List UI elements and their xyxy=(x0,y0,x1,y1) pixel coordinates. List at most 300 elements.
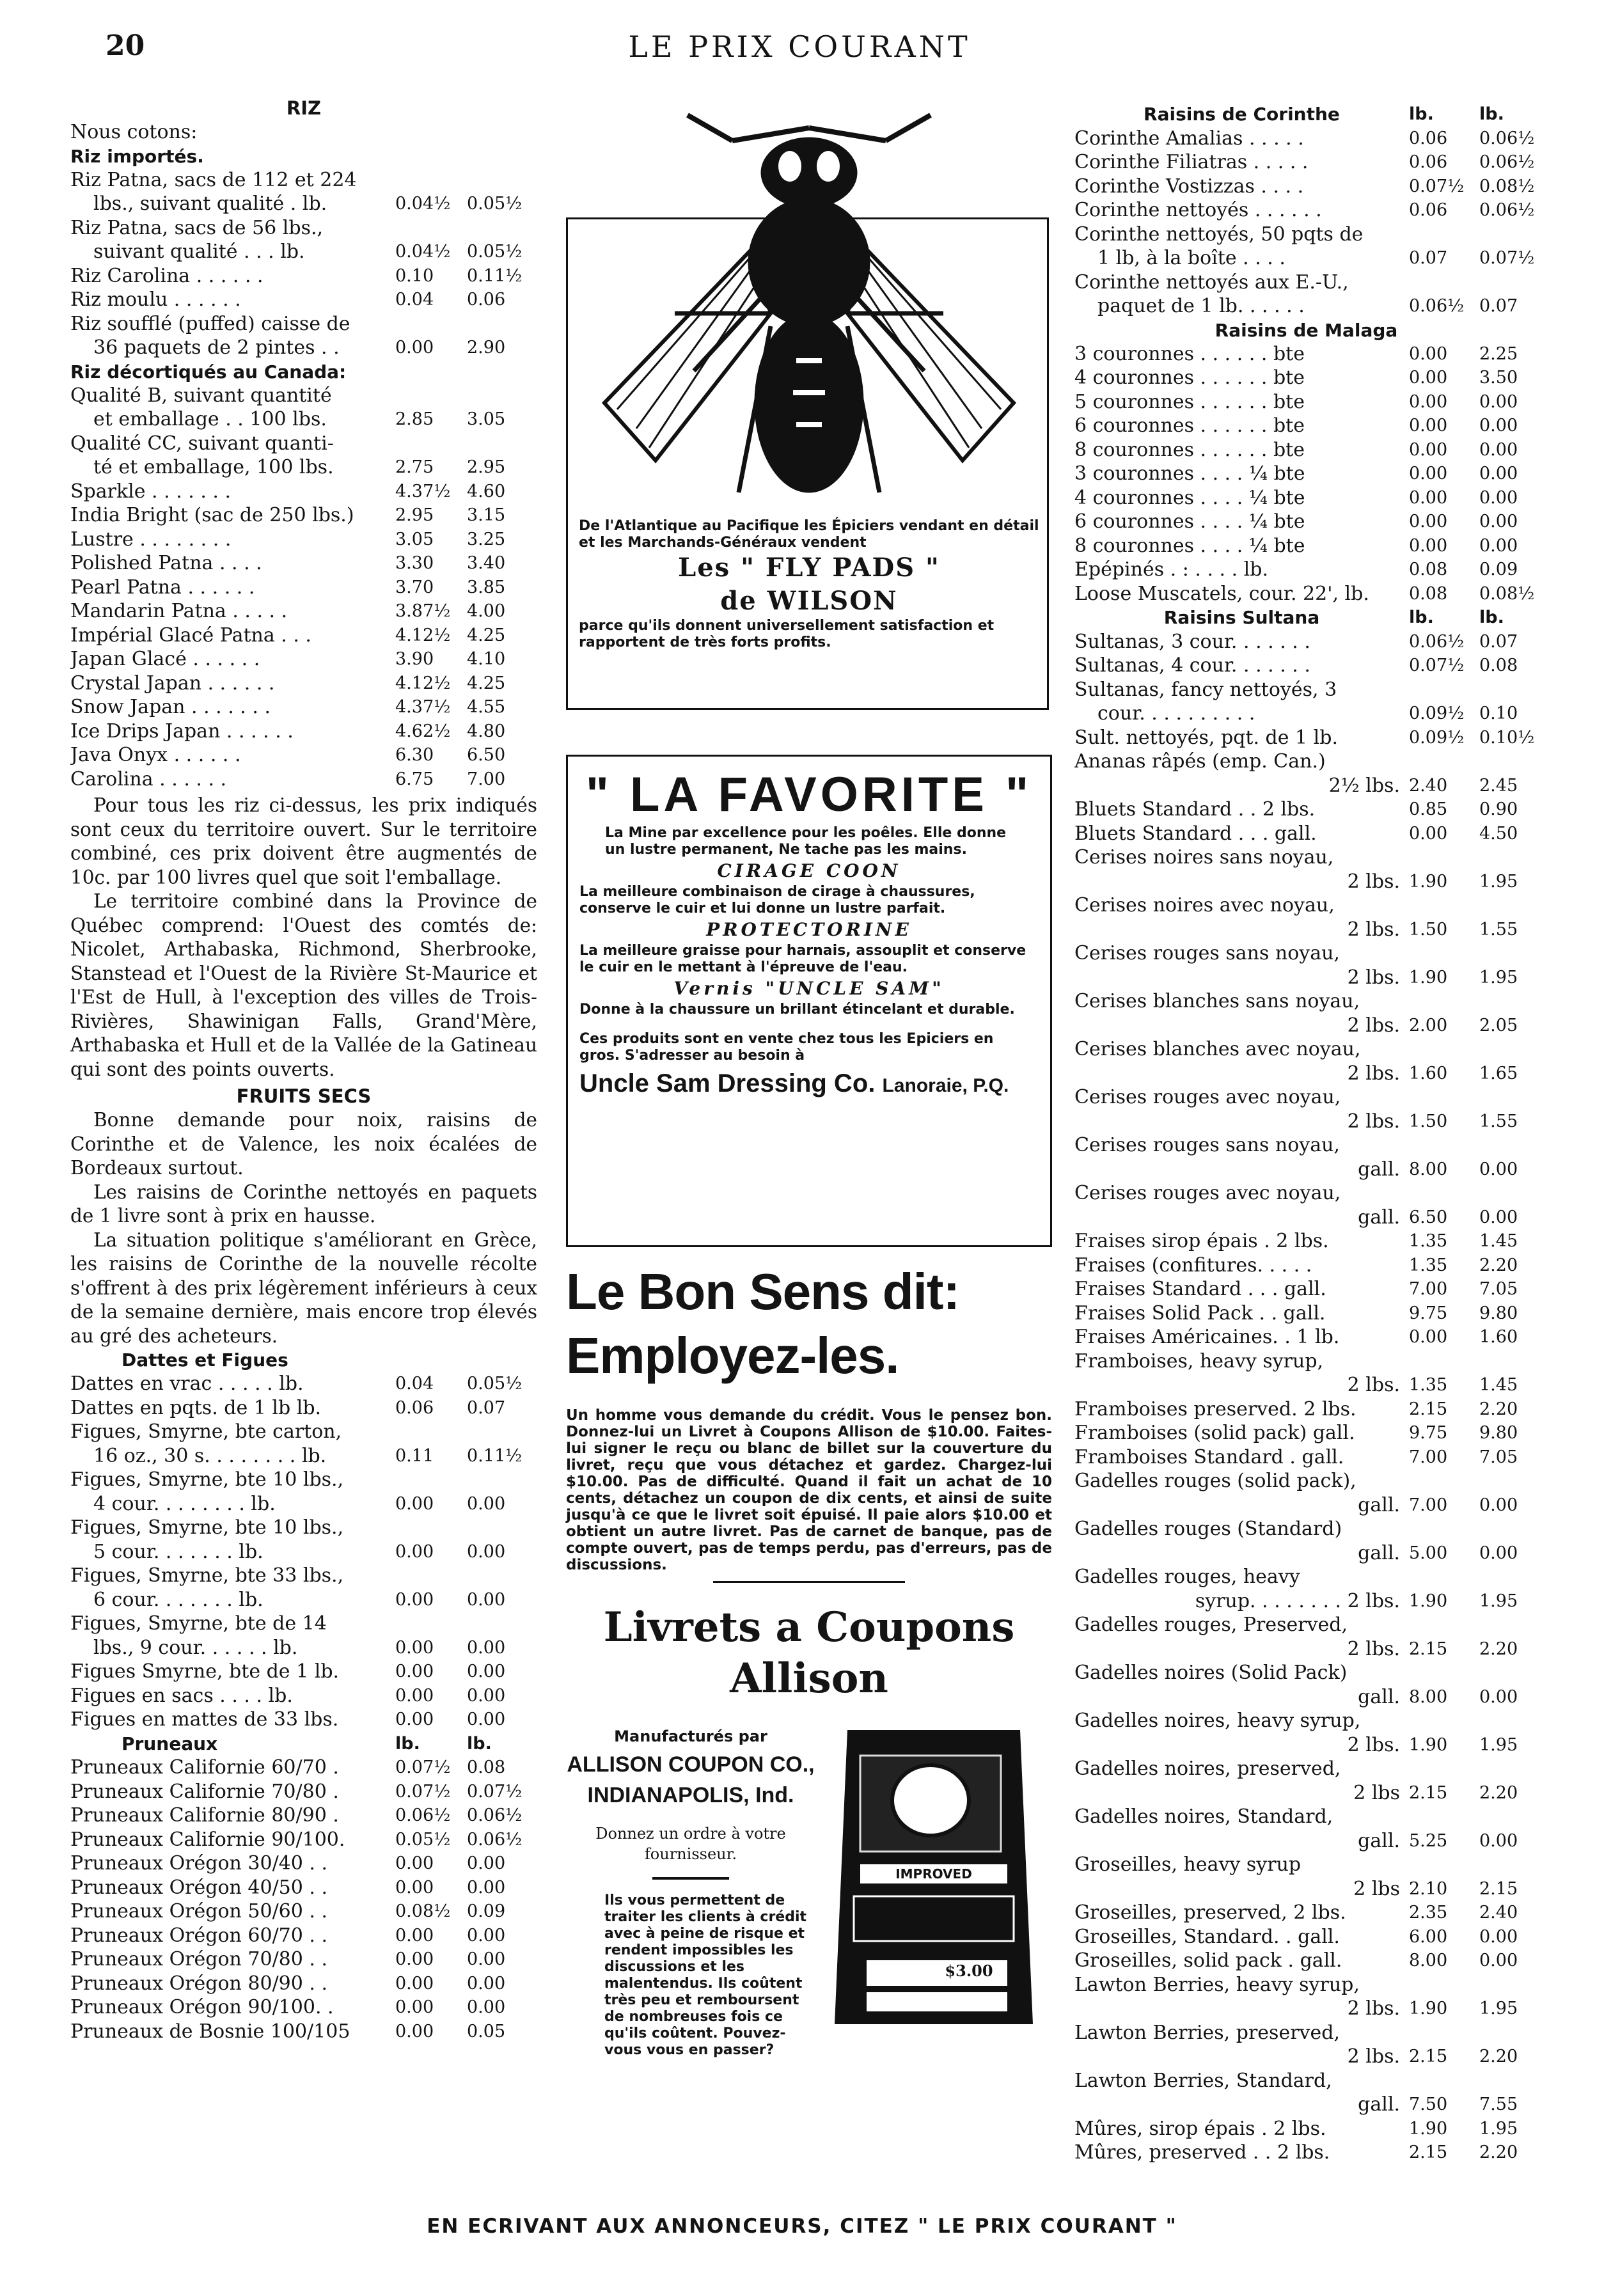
price-high: 7.05 xyxy=(1479,1447,1518,1467)
item-name: Groseilles, heavy syrup xyxy=(1074,1853,1301,1876)
item-name: Sult. nettoyés, pqt. de 1 lb. xyxy=(1074,726,1339,749)
item-name: Pruneaux Orégon 50/60 . . xyxy=(70,1900,327,1923)
price-low: 0.07½ xyxy=(1409,656,1465,675)
right-column xyxy=(1074,102,1538,2165)
price-low: 0.00 xyxy=(1409,368,1448,388)
price-high: 0.00 xyxy=(1479,439,1518,460)
item-name: Riz soufflé (puffed) caisse de xyxy=(70,312,350,335)
item-name: Gadelles noires, preserved, xyxy=(1074,1757,1341,1780)
paragraph: Pour tous les riz ci-dessus, les prix indiqués sont ceux du territoire ouvert. Sur le territoire combiné, ces prix doivent être augmentés de 10c. par 100 livres quel que soit l'emballage. xyxy=(70,794,537,888)
price-high: 9.80 xyxy=(1479,1303,1518,1323)
price-low: 0.04 xyxy=(395,1374,434,1394)
item-name: Carolina . . . . . . xyxy=(70,767,227,790)
price-high: 2.95 xyxy=(467,457,506,477)
price-low: 1.90 xyxy=(1409,1734,1448,1755)
item-name: 3 couronnes . . . . . . bte xyxy=(1074,342,1305,365)
price-row xyxy=(1074,1781,1538,1805)
price-low: 0.00 xyxy=(395,1853,434,1873)
price-row-riz-carolina xyxy=(70,264,537,288)
price-row xyxy=(1074,1949,1538,1973)
price-row xyxy=(1074,726,1538,750)
price-high: 0.00 xyxy=(1479,1830,1518,1851)
item-name: Fraises Solid Pack . . gall. xyxy=(1074,1301,1326,1325)
price-high: 4.10 xyxy=(467,649,506,669)
price-entry-riz-patna-112 xyxy=(70,168,537,216)
item-name: Cerises rouges avec noyau, xyxy=(1074,1086,1341,1108)
price-row xyxy=(70,240,537,264)
vernis-desc: Donne à la chaussure un brillant étincelant et durable. xyxy=(579,1002,1015,1018)
item-name: Figues, Smyrne, bte 33 lbs., xyxy=(70,1564,344,1587)
item-name: té et emballage, 100 lbs. xyxy=(93,456,334,478)
item-name: Pruneaux Californie 80/90 . xyxy=(70,1804,339,1827)
item-name: Bluets Standard . . . gall. xyxy=(1074,822,1317,845)
price-low: 0.07 xyxy=(1409,248,1448,268)
price-entry-figues-10a xyxy=(70,1468,537,1516)
framboises-price-list xyxy=(1074,1397,1538,1470)
item-name: gall. xyxy=(1358,2093,1400,2116)
price-low: 4.12½ xyxy=(395,625,451,645)
price-low: 0.08 xyxy=(1409,560,1448,579)
price-high: 1.60 xyxy=(1479,1327,1518,1347)
item-name: Cerises blanches avec noyau, xyxy=(1074,1038,1361,1060)
price-low: 6.30 xyxy=(395,745,434,765)
price-high: 2.45 xyxy=(1479,775,1518,796)
price-high: 3.05 xyxy=(467,409,506,429)
item-name: Figues en sacs . . . . lb. xyxy=(70,1684,293,1707)
price-entry-riz-patna-56 xyxy=(70,216,537,264)
price-row xyxy=(70,599,537,624)
price-row xyxy=(1074,582,1538,606)
bon-sens-text: Un homme vous demande du crédit. Vous le pensez bon. Donnez-lui un Livret à Coupons Allison de $10.00. Faites-lui signer le reçu ou blanc de billet sur la couverture du livret, reçu que vous détachez et gardez. Chargez-lui $10.00. Pas de difficulté. Quand il fait un achat de 10 cents, détachez un coupon de dix cents, et ainsi de suite jusqu'à ce que le livret soit épuisé. Il paie alors $10.00 et obtient un autre livret. Pas de carnet de banque, pas de compte ouvert, pas de temps perdu, pas d'erreurs, pas de discussions. xyxy=(566,1407,1052,1573)
unit-header-2: lb. xyxy=(1479,104,1504,124)
price-row xyxy=(1074,822,1538,846)
section-title-riz: RIZ xyxy=(286,97,322,119)
dattes-price-list xyxy=(70,1372,537,1420)
price-row-riz-moulu xyxy=(70,288,537,312)
item-name: Sultanas, fancy nettoyés, 3 xyxy=(1074,678,1337,701)
allison-city: INDIANAPOLIS, Ind. xyxy=(587,1783,794,1807)
item-name: Mûres, sirop épais . 2 lbs. xyxy=(1074,2117,1326,2140)
price-entry-corinthe-50 xyxy=(1074,223,1538,271)
price-row xyxy=(70,647,537,672)
price-low: 0.00 xyxy=(1409,391,1448,412)
price-high: 0.08 xyxy=(467,1757,506,1777)
item-name: India Bright (sac de 250 lbs.) xyxy=(70,504,354,526)
price-row xyxy=(1074,1158,1538,1182)
item-name: lbs., suivant qualité . lb. xyxy=(93,193,327,215)
item-name: gall. xyxy=(1358,1158,1400,1181)
price-low: 0.10 xyxy=(395,265,434,286)
price-low: 2.15 xyxy=(1409,1782,1448,1803)
price-low: 9.75 xyxy=(1409,1303,1448,1323)
price-low: 7.00 xyxy=(1409,1447,1448,1467)
price-row xyxy=(70,407,537,432)
price-high: 0.07½ xyxy=(1479,248,1535,268)
price-low: 0.06 xyxy=(395,1397,434,1418)
price-row xyxy=(1074,1997,1538,2021)
cirage-coon-desc: La meilleure combinaison de cirage à chaussures, conserve le cuir et lui donne un lustre parfait. xyxy=(579,884,975,916)
price-low: 0.00 xyxy=(395,1949,434,1969)
coupon-booklet-illustration xyxy=(828,1717,1039,2037)
price-high: 2.20 xyxy=(1479,2047,1518,2066)
price-high: 0.00 xyxy=(1479,416,1518,436)
price-row-sultana-pqt xyxy=(1074,726,1538,750)
price-high: 0.00 xyxy=(467,1853,506,1873)
item-name: Framboises Standard . gall. xyxy=(1074,1445,1344,1468)
price-row xyxy=(70,1708,537,1732)
item-name: Corinthe Vostizzas . . . . xyxy=(1074,175,1304,198)
price-high: 4.25 xyxy=(467,673,506,693)
price-low: 4.37½ xyxy=(395,697,451,717)
price-low: 0.00 xyxy=(395,1637,434,1658)
manufactures-label: Manufacturés par xyxy=(614,1727,767,1745)
subsection-corinthe: Raisins de Corinthe xyxy=(1144,104,1340,125)
item-name: Crystal Japan . . . . . . xyxy=(70,672,275,695)
fly-illustration xyxy=(579,102,1039,518)
price-row xyxy=(70,1492,537,1516)
subsection-sultana: Raisins Sultana xyxy=(1163,607,1320,628)
price-low: 2.75 xyxy=(395,457,434,477)
price-row xyxy=(1074,966,1538,990)
item-name: Pruneaux Orégon 90/100. . xyxy=(70,1996,334,2018)
vente-desc: Ces produits sont en vente chez tous les Epiciers en gros. S'adresser au besoin à xyxy=(579,1031,994,1064)
item-name: Pruneaux Orégon 40/50 . . xyxy=(70,1876,327,1899)
price-high: 3.40 xyxy=(467,553,506,573)
item-name: Gadelles rouges (solid pack), xyxy=(1074,1470,1356,1492)
price-low: 0.00 xyxy=(1409,487,1448,508)
subsection-pruneaux: Pruneaux xyxy=(122,1733,218,1754)
item-name: Lustre . . . . . . . . xyxy=(70,528,232,551)
item-name: Dattes en vrac . . . . . lb. xyxy=(70,1372,304,1395)
fly-pads-advertisement xyxy=(566,102,1052,710)
item-name: Corinthe Filiatras . . . . . xyxy=(1074,151,1309,173)
price-high: 1.95 xyxy=(1479,871,1518,892)
price-high: 0.07½ xyxy=(467,1781,523,1802)
item-name: Figues, Smyrne, bte carton, xyxy=(70,1420,342,1443)
item-name: 3 couronnes . . . . ¼ bte xyxy=(1074,462,1305,485)
ordre-text: Donnez un ordre à votre fournisseur. xyxy=(595,1825,786,1863)
price-low: 6.75 xyxy=(395,769,434,789)
price-row xyxy=(70,695,537,719)
page-header xyxy=(106,29,1493,68)
price-row xyxy=(1074,1110,1538,1134)
item-name: 2 lbs. xyxy=(1347,1110,1400,1133)
price-row xyxy=(70,1995,537,2020)
item-name: 8 couronnes . . . . . . bte xyxy=(1074,438,1305,461)
price-high: 0.00 xyxy=(467,1637,506,1658)
price-row xyxy=(70,1924,537,1948)
price-high: 6.50 xyxy=(467,745,506,765)
item-name: Qualité CC, suivant quanti- xyxy=(70,432,334,455)
item-name: Cerises rouges sans noyau, xyxy=(1074,942,1340,964)
item-name: Pruneaux Orégon 70/80 . . xyxy=(70,1948,327,1970)
price-high: 0.00 xyxy=(467,1877,506,1898)
price-row xyxy=(1074,1493,1538,1518)
item-name: Pruneaux Californie 90/100. xyxy=(70,1828,345,1851)
price-high: 0.05½ xyxy=(467,1374,523,1394)
price-high: 0.10½ xyxy=(1479,727,1535,748)
corinthe-price-list xyxy=(1074,127,1538,223)
price-low: 0.07½ xyxy=(1409,176,1465,196)
price-low: 0.00 xyxy=(1409,464,1448,484)
price-high: 0.11½ xyxy=(467,265,523,286)
item-name: 2 lbs. xyxy=(1347,1637,1400,1660)
price-low: 0.06½ xyxy=(395,1805,451,1825)
price-high: 3.15 xyxy=(467,505,506,525)
price-row xyxy=(1074,2045,1538,2069)
item-name: Figues, Smyrne, bte 10 lbs., xyxy=(70,1516,344,1539)
fraises-price-list xyxy=(1074,1229,1538,1349)
price-high: 0.00 xyxy=(1479,1687,1518,1707)
price-row xyxy=(70,528,537,552)
price-row xyxy=(1074,150,1538,175)
price-high: 1.95 xyxy=(1479,1591,1518,1611)
price-low: 1.35 xyxy=(1409,1255,1448,1275)
item-name: 2 lbs. xyxy=(1347,1997,1400,2020)
item-name: 2 lbs. xyxy=(1347,1374,1400,1396)
fly-pads-text xyxy=(579,518,1039,651)
price-high: 0.06 xyxy=(467,290,506,310)
fly-pads-brand-2: de WILSON xyxy=(720,586,898,616)
price-high: 0.06½ xyxy=(467,1805,523,1825)
company-name: Uncle Sam Dressing Co. xyxy=(579,1069,876,1097)
price-high: 1.95 xyxy=(1479,1734,1518,1755)
price-row xyxy=(1074,198,1538,223)
vernis-uncle-sam-title: Vernis "UNCLE SAM" xyxy=(673,978,945,999)
price-high: 0.00 xyxy=(1479,1495,1518,1515)
item-name: Figues, Smyrne, bte 10 lbs., xyxy=(70,1468,344,1491)
price-row xyxy=(1074,1925,1538,1949)
price-low: 6.50 xyxy=(1409,1207,1448,1227)
price-high: 9.80 xyxy=(1479,1423,1518,1443)
price-low: 0.00 xyxy=(1409,535,1448,556)
item-name: 4 couronnes . . . . . . bte xyxy=(1074,366,1305,389)
price-low: 0.09½ xyxy=(1409,727,1465,748)
divider xyxy=(652,1877,729,1880)
price-high: 2.05 xyxy=(1479,1015,1518,1035)
figues-price-list xyxy=(70,1660,537,1732)
price-low: 0.00 xyxy=(395,1710,434,1729)
price-high: 0.00 xyxy=(467,1493,506,1514)
item-name: Groseilles, Standard. . gall. xyxy=(1074,1925,1340,1948)
price-low: 0.05½ xyxy=(395,1829,451,1850)
price-entry-corinthe-eu xyxy=(1074,271,1538,318)
protectorine-title: PROTECTORINE xyxy=(706,919,912,940)
item-name: Cerises noires sans noyau, xyxy=(1074,846,1334,869)
price-low: 3.30 xyxy=(395,553,434,573)
item-name: Pruneaux Orégon 60/70 . . xyxy=(70,1924,327,1947)
price-high: 7.55 xyxy=(1479,2095,1518,2114)
price-row xyxy=(1074,630,1538,654)
item-name: Pruneaux Orégon 30/40 . . xyxy=(70,1852,327,1875)
price-high: 0.08½ xyxy=(1479,583,1535,604)
price-row xyxy=(1074,918,1538,942)
price-high: 0.00 xyxy=(467,1973,506,1993)
price-high: 2.25 xyxy=(1479,343,1518,364)
item-name: Groseilles, solid pack . gall. xyxy=(1074,1949,1342,1972)
price-high: 4.25 xyxy=(467,625,506,645)
unit-header-2: lb. xyxy=(467,1733,492,1754)
item-name: 5 cour. . . . . . . lb. xyxy=(93,1540,263,1563)
item-name: Groseilles, preserved, 2 lbs. xyxy=(1074,1901,1346,1924)
item-name: Mûres, preserved . . 2 lbs. xyxy=(1074,2141,1330,2164)
price-low: 2.40 xyxy=(1409,775,1448,796)
price-high: 1.65 xyxy=(1479,1063,1518,1083)
price-entry-riz-souffle xyxy=(70,312,537,360)
price-low: 0.06½ xyxy=(1409,631,1465,652)
price-high: 0.00 xyxy=(467,1685,506,1706)
price-high: 0.06½ xyxy=(1479,152,1535,172)
price-high: 1.95 xyxy=(1479,2118,1518,2139)
price-high: 4.50 xyxy=(1479,823,1518,844)
item-name: Lawton Berries, preserved, xyxy=(1074,2021,1340,2044)
price-low: 0.00 xyxy=(1409,416,1448,436)
price-row xyxy=(1074,438,1538,462)
price-row xyxy=(70,1444,537,1468)
price-row xyxy=(1074,1685,1538,1710)
price-row xyxy=(1074,1397,1538,1422)
item-name: Polished Patna . . . . xyxy=(70,552,262,574)
price-row xyxy=(70,624,537,648)
price-row xyxy=(1074,127,1538,151)
price-row xyxy=(70,1636,537,1660)
price-entry-figues-33 xyxy=(70,1564,537,1612)
item-name: Sultanas, 4 cour. . . . . . . xyxy=(1074,654,1310,677)
price-low: 0.04 xyxy=(395,290,434,310)
item-name: 2 lbs. xyxy=(1347,1062,1400,1085)
item-name: Ananas râpés (emp. Can.) xyxy=(1074,750,1326,773)
price-row xyxy=(70,1804,537,1828)
item-name: 2 lbs. xyxy=(1347,870,1400,893)
price-low: 4.12½ xyxy=(395,673,451,693)
fly-pads-brand: Les " FLY PADS " xyxy=(678,553,940,583)
price-row xyxy=(1074,1901,1538,1925)
price-high: 0.06½ xyxy=(467,1829,523,1850)
item-name: Qualité B, suivant quantité xyxy=(70,384,332,407)
price-low: 8.00 xyxy=(1409,1159,1448,1179)
price-low: 1.50 xyxy=(1409,1111,1448,1131)
price-low: 3.90 xyxy=(395,649,434,669)
riz-price-list xyxy=(70,480,537,792)
price-high: 0.00 xyxy=(467,1925,506,1946)
item-name: Corinthe Amalias . . . . . xyxy=(1074,127,1304,150)
subsection-pruneaux-header xyxy=(70,1732,537,1756)
price-high: 2.20 xyxy=(1479,1639,1518,1659)
price-high: 4.80 xyxy=(467,721,506,741)
price-low: 0.00 xyxy=(1409,823,1448,844)
protectorine-desc: La meilleure graisse pour harnais, assouplit et conserve le cuir en le mettant à l'épreuve de l'eau. xyxy=(579,943,1026,975)
price-row xyxy=(70,192,537,216)
price-row xyxy=(1074,175,1538,199)
price-row xyxy=(1074,1373,1538,1397)
item-name: Gadelles noires (Solid Pack) xyxy=(1074,1662,1348,1684)
price-row xyxy=(70,2020,537,2044)
price-low: 2.85 xyxy=(395,409,434,429)
item-name: Fraises Américaines. . 1 lb. xyxy=(1074,1326,1340,1348)
livrets-headline: Livrets a Coupons xyxy=(603,1603,1015,1651)
price-low: 7.00 xyxy=(1409,1495,1448,1515)
item-name: 8 couronnes . . . . ¼ bte xyxy=(1074,534,1305,557)
item-name: 2 lbs. xyxy=(1347,1733,1400,1756)
price-row xyxy=(70,719,537,744)
price-high: 0.00 xyxy=(1479,512,1518,531)
item-name: 6 couronnes . . . . ¼ bte xyxy=(1074,510,1305,533)
page-number: 20 xyxy=(106,29,145,62)
subsection-dattes-figues: Dattes et Figues xyxy=(122,1349,288,1371)
price-high: 0.00 xyxy=(467,1541,506,1562)
price-high: 0.09 xyxy=(1479,560,1518,579)
price-entry-framboises-heavy xyxy=(1074,1349,1538,1397)
price-entry-figues-10b xyxy=(70,1516,537,1564)
uncle-sam-company xyxy=(579,1064,1039,1105)
item-name: Mandarin Patna . . . . . xyxy=(70,600,288,622)
item-name: Cerises rouges avec noyau, xyxy=(1074,1182,1341,1204)
price-row xyxy=(1074,2117,1538,2141)
price-low: 0.00 xyxy=(395,1541,434,1562)
item-name: 2 lbs xyxy=(1353,1781,1400,1804)
price-high: 0.00 xyxy=(1479,464,1518,484)
item-name: cour. . . . . . . . . . xyxy=(1097,702,1255,725)
item-name: Cerises blanches sans noyau, xyxy=(1074,990,1360,1012)
price-high: 0.00 xyxy=(467,1662,506,1681)
item-name: Ice Drips Japan . . . . . . xyxy=(70,719,294,743)
price-row xyxy=(1074,1733,1538,1757)
item-name: Fraises sirop épais . 2 lbs. xyxy=(1074,1230,1329,1252)
price-low: 0.00 xyxy=(395,1973,434,1993)
price-low: 2.15 xyxy=(1409,1639,1448,1659)
price-high: 2.20 xyxy=(1479,2143,1518,2162)
price-low: 1.90 xyxy=(1409,1591,1448,1611)
price-row xyxy=(1074,462,1538,486)
price-row xyxy=(1074,1325,1538,1349)
price-high: 0.05 xyxy=(467,2021,506,2041)
item-name: 2 lbs. xyxy=(1347,918,1400,941)
price-high: 0.08½ xyxy=(1479,176,1535,196)
price-row xyxy=(1074,1206,1538,1230)
price-entry-qualite-b xyxy=(70,384,537,432)
subsection-malaga: Raisins de Malaga xyxy=(1215,319,1398,341)
price-high: 0.00 xyxy=(1479,1951,1518,1970)
price-low: 0.07½ xyxy=(395,1781,451,1802)
price-row xyxy=(70,503,537,528)
price-high: 4.60 xyxy=(467,481,506,501)
price-low: 1.50 xyxy=(1409,919,1448,940)
price-high: 0.00 xyxy=(467,1997,506,2017)
corinthe-header xyxy=(1074,102,1538,127)
price-high: 2.15 xyxy=(1479,1878,1518,1899)
unit-header-2: lb. xyxy=(1479,608,1504,627)
price-high: 0.90 xyxy=(1479,799,1518,819)
price-row xyxy=(70,1684,537,1708)
riz-notes xyxy=(70,794,537,1081)
item-name: Pearl Patna . . . . . . xyxy=(70,576,255,599)
item-name: 2½ lbs. xyxy=(1328,774,1400,797)
price-low: 1.60 xyxy=(1409,1063,1448,1083)
item-name: Corinthe nettoyés, 50 pqts de xyxy=(1074,223,1364,246)
item-name: Framboises preserved. 2 lbs. xyxy=(1074,1397,1356,1420)
allison-desc: Ils vous permettent de traiter les clients à crédit avec à peine de risque et rendent impossibles les discussions et les malentendus. Ils coûtent très peu et remboursent de nombreuses fois ce qu'ils coûtent. Pouvez-vous vous en passer? xyxy=(604,1892,807,2058)
price-row xyxy=(1074,1637,1538,1662)
item-name: Riz Patna, sacs de 112 et 224 xyxy=(70,168,357,191)
price-row xyxy=(1074,1254,1538,1278)
price-high: 0.05½ xyxy=(467,194,523,214)
fly-pads-intro: De l'Atlantique au Pacifique les Épiciers vendant en détail et les Marchands-Généraux vendent xyxy=(579,518,1039,551)
malaga-price-list xyxy=(1074,342,1538,606)
sultana-header xyxy=(1074,606,1538,630)
item-name: Japan Glacé . . . . . . xyxy=(70,648,260,670)
price-row xyxy=(70,1852,537,1876)
price-high: 0.10 xyxy=(1479,704,1518,723)
